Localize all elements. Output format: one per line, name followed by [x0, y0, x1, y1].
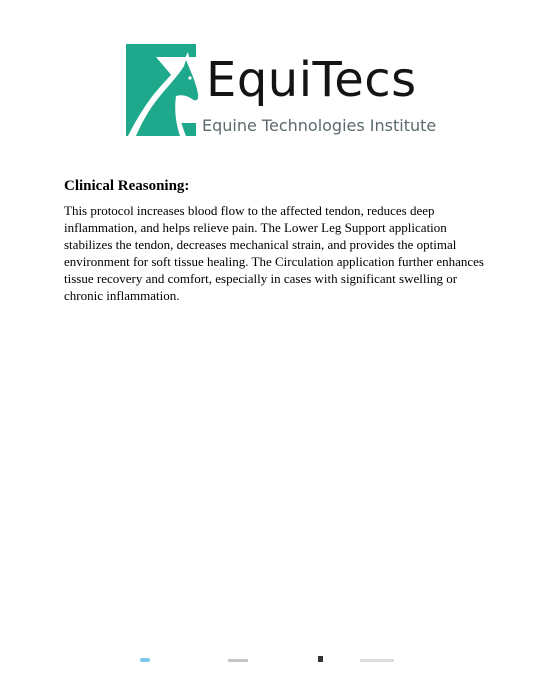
cropped-footer-graphic	[140, 656, 400, 662]
clinical-reasoning-paragraph: This protocol increases blood flow to the affected tendon, reduces deep inflammation, and helps relieve pain. The Lower Leg Support application stabilizes the tendon, decreases mechanical strain, and provides the optimal environment for soft tissue healing. The Circulation application further enhances tissue recovery and comfort, especially in cases with significant swelling or chronic inflammation.	[64, 203, 484, 303]
horse-head-icon	[126, 44, 204, 136]
brand-tagline: Equine Technologies Institute	[202, 116, 437, 135]
brand-name: EquiTecs	[206, 52, 417, 108]
equitecs-logo	[126, 44, 437, 136]
section-heading: Clinical Reasoning:	[64, 178, 190, 194]
